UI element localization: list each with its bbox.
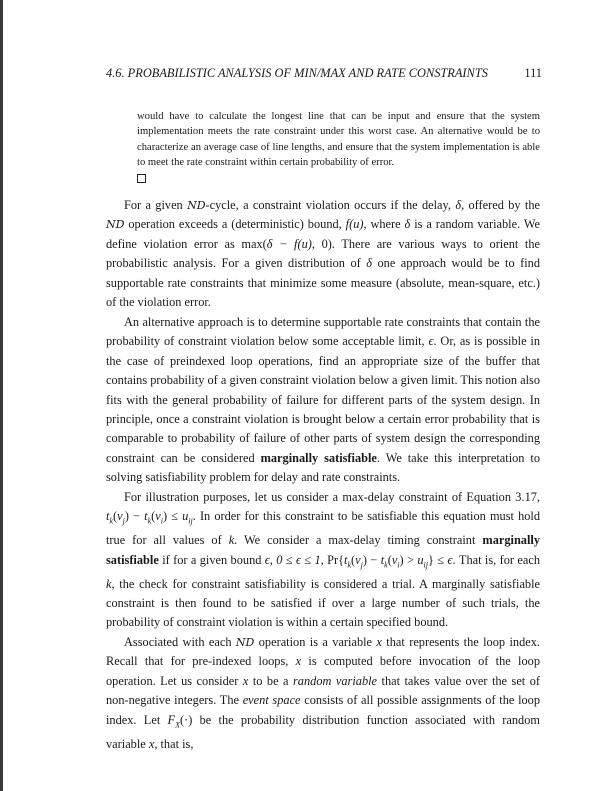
- scan-page-edge: [0, 0, 3, 791]
- paragraph-illustration: [106, 488, 540, 633]
- text-run: . We consider a max-delay timing constraint: [234, 533, 483, 548]
- text-run: [161, 517, 163, 526]
- text-run: k: [147, 516, 152, 526]
- text-run: [361, 560, 363, 569]
- text-run: u: [182, 509, 189, 524]
- text-run: if for a given bound: [158, 552, 265, 567]
- text-run: v: [117, 509, 123, 524]
- equation-probability: $t_k(v_j) - t_k(v_i) > u_{ij}$: [344, 552, 428, 570]
- text-run: x: [295, 654, 302, 669]
- text-run: , where: [363, 217, 405, 232]
- text-run: x: [148, 736, 155, 751]
- paragraph-alternative-approach: [106, 313, 540, 488]
- text-run: j: [360, 560, 363, 570]
- section-title: 4.6. PROBABILISTIC ANALYSIS OF MIN/MAX AND RATE CONSTRAINTS: [106, 66, 488, 80]
- text-run: } ≤: [428, 552, 448, 567]
- text-run: ij: [423, 560, 428, 570]
- text-run: [123, 517, 125, 526]
- term-event-space: event space: [242, 693, 301, 708]
- text-run: v: [355, 552, 361, 567]
- text-run: x: [376, 634, 382, 649]
- paragraph-loop-index: [106, 633, 540, 754]
- text-run: For a given: [124, 198, 188, 212]
- distribution-function: $F_X(\cdot)$: [167, 712, 193, 730]
- term-random-variable: random variable: [293, 673, 378, 688]
- text-run: k: [384, 560, 388, 570]
- nd-symbol: ND: [187, 199, 206, 212]
- text-run: [384, 560, 388, 569]
- term-marginally-satisfiable: marginally satisfiable: [106, 533, 541, 567]
- text-run: For illustration purposes, let us consider a max-delay constraint of Equation 3.17,: [124, 489, 540, 504]
- body-text: [106, 196, 540, 754]
- text-run: k: [228, 533, 235, 548]
- text-run: [397, 560, 399, 569]
- text-run: An alternative approach is to determine supportable rate constraints that contain the probability of constraint violation below some acceptable limit,: [106, 314, 540, 349]
- text-run: that takes value over the set of non-negative integers. The: [106, 673, 540, 708]
- text-run: t: [380, 552, 385, 567]
- text-run: f(u): [345, 217, 364, 232]
- text-run: i: [397, 560, 400, 570]
- text-run: , offered by the: [461, 198, 541, 212]
- text-run: t: [144, 509, 148, 524]
- text-run: v: [391, 552, 398, 567]
- nd-symbol: ND: [235, 635, 255, 649]
- text-run: , the check for constraint satisfiability is considered a trial. A marginally satisfiable constraint is then found to be satisfied if over a large number of such trials, the probability of constraint violation is within a certain specified bound.: [106, 576, 540, 630]
- text-run: [148, 517, 152, 526]
- text-run: t: [344, 552, 348, 567]
- text-run: X: [175, 720, 180, 730]
- text-run: . That is, for each: [452, 552, 541, 567]
- text-run: k: [109, 516, 113, 526]
- paragraph-violation-error: [106, 196, 540, 313]
- text-run: ij: [188, 516, 193, 526]
- running-header: [106, 66, 542, 81]
- text-run: [109, 517, 113, 526]
- text-run: one approach would be to find supportable rate constraints that minimize some measure (absolute, mean-square, etc.) of the violation error.: [106, 256, 540, 310]
- page-number: 111: [524, 66, 542, 80]
- qed-square-icon: [137, 174, 146, 183]
- text-run: be the probability distribution function associated with random variable: [106, 712, 540, 751]
- text-run: ϵ, 0 ≤ ϵ ≤ 1: [264, 552, 321, 567]
- text-run: F: [167, 712, 176, 727]
- text-run: k: [106, 576, 112, 591]
- text-run: Associated with each: [124, 634, 236, 649]
- text-run: that represents the loop index. Recall that for pre-indexed loops,: [106, 634, 540, 669]
- text-run: ϵ: [447, 552, 453, 567]
- text-run: -cycle, a constraint violation occurs if the delay,: [205, 198, 456, 212]
- text-run: is computed before invocation of the loop operation. Let us consider: [106, 654, 540, 688]
- text-run: to be a: [248, 673, 293, 688]
- text-run: i: [160, 516, 163, 526]
- text-run: [347, 560, 351, 569]
- text-run: x: [242, 673, 249, 688]
- text-run: consists of all possible assignments of the loop index. Let: [106, 693, 541, 727]
- term-marginally-satisfiable: marginally satisfiable: [260, 450, 377, 465]
- example-continuation-block: [137, 109, 540, 188]
- text-run: . Or, as is possible in the case of preindexed loop operations, find an appropriate size of the buffer that contains probability of a given constraint violation below a given limit. This notion also fits with the general probability of failure for different parts of the system design. In principle, once a constraint violation is brought below a certain error probability that is comparable to probability of failure of other parts of system design the corresponding constraint can be considered: [106, 334, 540, 465]
- text-run: δ: [404, 217, 411, 232]
- text-run: . We take this interpretation to solving satisfiability problem for delay and rate constraints.: [106, 450, 540, 485]
- text-run: [175, 720, 180, 729]
- text-run: t: [106, 509, 110, 524]
- text-run: operation is a variable: [254, 634, 377, 649]
- nd-symbol: ND: [106, 218, 125, 232]
- text-run: k: [347, 560, 351, 570]
- text-run: δ: [366, 256, 372, 271]
- text-run: j: [122, 516, 125, 526]
- text-run: δ − f(u): [266, 236, 312, 251]
- equation-max-delay: $t_k(v_j) - t_k(v_i) \le u_{ij}$: [106, 509, 193, 526]
- text-run: ϵ: [428, 334, 434, 349]
- text-run: , Pr{: [320, 552, 344, 567]
- text-run: u: [417, 552, 424, 567]
- text-run: operation exceeds a (deterministic) bound,: [124, 217, 346, 232]
- text-run: v: [155, 509, 161, 524]
- text-run: , that is,: [154, 736, 194, 751]
- text-run: δ: [455, 198, 462, 212]
- example-text: would have to calculate the longest line that can be input and ensure that the system implementation meets the rate constraint under this worst case. An alternative would be to characterize an average case of line lengths, and ensure that the system implementation is able to meet the rate constraint within certain probability of error.: [137, 111, 540, 168]
- text-run: . In order for this constraint to be satisfiable this equation must hold true for all values of: [106, 509, 541, 548]
- text-run: , 0). There are various ways to orient the probabilistic analysis. For a given distribution of: [106, 236, 540, 271]
- text-run: is a random variable. We define violation error as max(: [106, 217, 540, 251]
